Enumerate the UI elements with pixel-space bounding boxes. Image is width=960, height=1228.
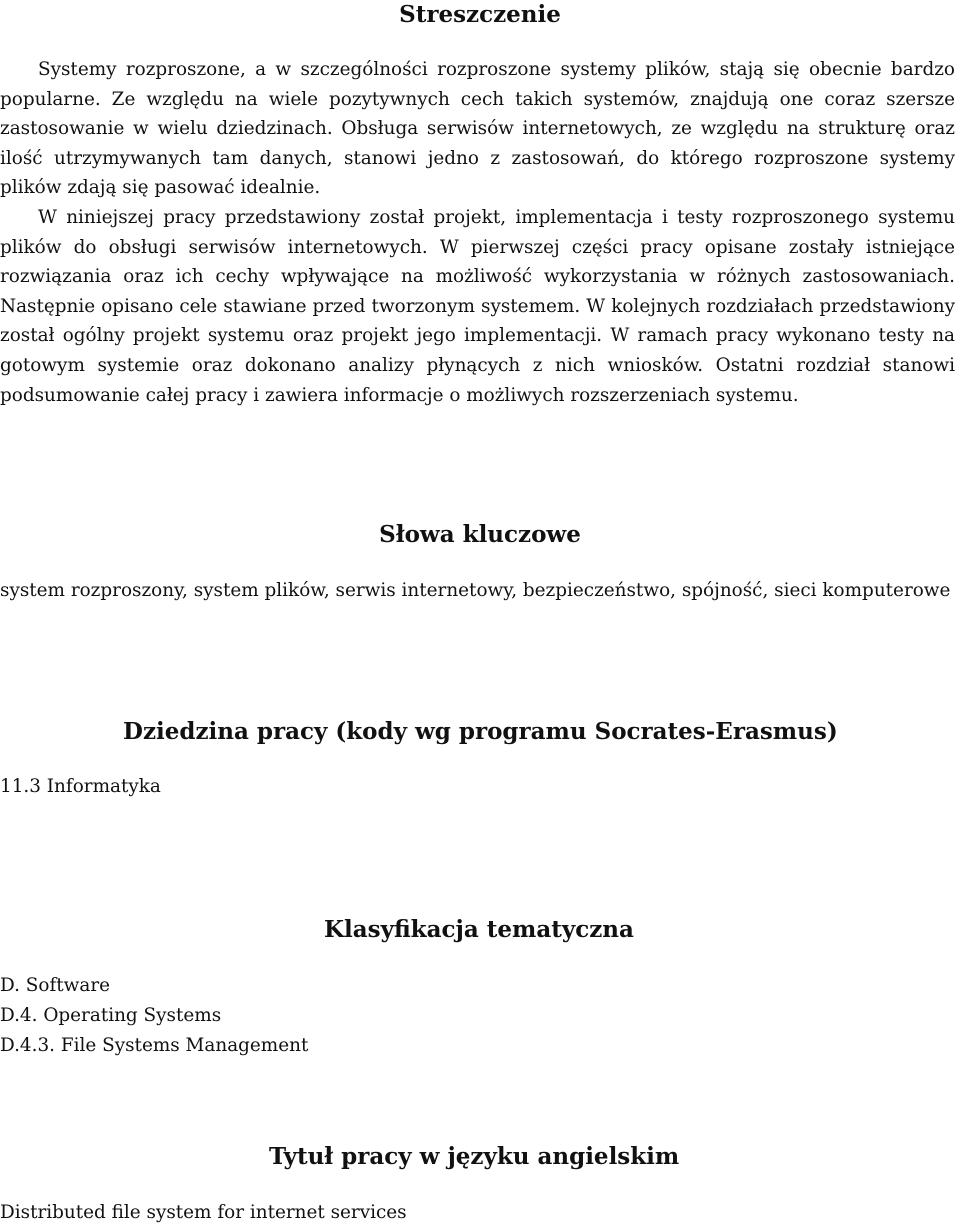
field-of-study-value: 11.3 Informatyka (0, 776, 161, 797)
english-title-value: Distributed file system for internet services (0, 1202, 407, 1223)
classification-heading: Klasyfikacja tematyczna (324, 916, 634, 943)
field-of-study-heading: Dziedzina pracy (kody wg programu Socrates-Erasmus) (123, 718, 838, 745)
english-title-heading: Tytuł pracy w języku angielskim (269, 1143, 680, 1170)
keywords-heading: Słowa kluczowe (379, 521, 581, 548)
abstract-heading: Streszczenie (399, 1, 561, 28)
keywords-text: system rozproszony, system plików, serwis internetowy, bezpieczeństwo, spójność, sieci komputerowe (0, 580, 951, 601)
classification-item-1: D. Software (0, 975, 111, 996)
classification-item-2: D.4. Operating Systems (0, 1005, 222, 1026)
abstract-paragraph-2: W niniejszej pracy przedstawiony został projekt, implementacja i testy rozproszonego systemu plików do obsługi serwisów internetowych. W pierwszej części pracy opisane zostały istniejące rozwiązania oraz ich cechy wpływające na możliwość wykorzystania w różnych zastosowaniach. Następnie opisano cele stawiane przed tworzonym systemem. W kolejnych rozdziałach przedstawiony został ogólny projekt systemu oraz projekt jego implementacji. W ramach pracy wykonano testy na gotowym systemie oraz dokonano analizy płynących z nich wniosków. Ostatni rozdział stanowi podsumowanie całej pracy i zawiera informacje o możliwych rozszerzeniach systemu. (0, 207, 955, 406)
abstract-paragraph-1: Systemy rozproszone, a w szczególności rozproszone systemy plików, stają się obecnie bardzo popularne. Ze względu na wiele pozytywnych cech takich systemów, znajdują one coraz szersze zastosowanie w wielu dziedzinach. Obsługa serwisów internetowych, ze względu na strukturę oraz ilość utrzymywanych tam danych, stanowi jedno z zastosowań, do którego rozproszone systemy plików zdają się pasować idealnie. (0, 59, 955, 199)
classification-item-3: D.4.3. File Systems Management (0, 1035, 309, 1056)
